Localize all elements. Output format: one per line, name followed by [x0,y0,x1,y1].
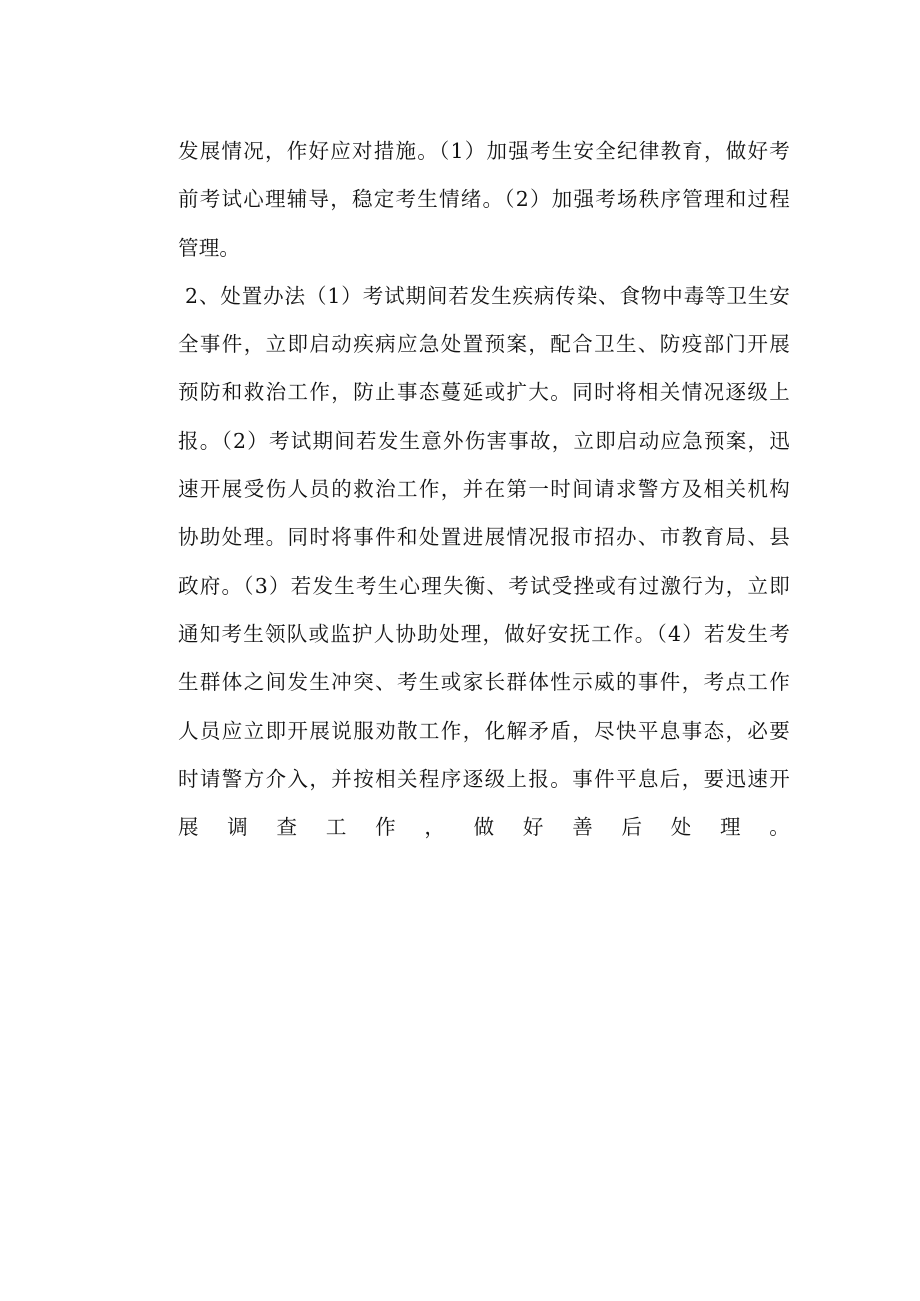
text-line: 报。（2）考试期间若发生意外伤害事故，立即启动应急预案，迅 [178,428,790,453]
text-line: 生群体之间发生冲突、考生或家长群体性示威的事件，考点工作 [178,670,790,695]
text-line [178,851,790,899]
text-line: 管理。 [178,235,241,260]
text-line: 协助处理。同时将事件和处置进展情况报市招办、市教育局、县 [178,525,790,550]
text-line: 前考试心理辅导，稳定考生情绪。（2）加强考场秩序管理和过程 [178,187,790,212]
document-body [178,127,790,900]
text-line: 预防和救治工作，防止事态蔓延或扩大。同时将相关情况逐级上 [178,380,790,405]
text-line: 通知考生领队或监护人协助处理，做好安抚工作。（4）若发生考 [178,621,790,646]
text-line: 人员应立即开展说服劝散工作，化解矛盾，尽快平息事态，必要 [178,718,790,743]
paragraph-2 [178,272,790,900]
paragraph-1 [178,127,790,272]
text-line: 速开展受伤人员的救治工作，并在第一时间请求警方及相关机构 [178,477,790,502]
text-line: 2、处置办法（1）考试期间若发生疾病传染、食物中毒等卫生安 [185,283,790,308]
text-line: 发展情况，作好应对措施。（1）加强考生安全纪律教育，做好考 [178,139,790,163]
text-line: 全事件，立即启动疾病应急处置预案，配合卫生、防疫部门开展 [178,332,790,357]
text-line: 时请警方介入，并按相关程序逐级上报。事件平息后，要迅速开 [178,766,790,791]
text-line: 政府。（3）若发生考生心理失衡、考试受挫或有过激行为，立即 [178,573,790,598]
text-line: 展调查工作，做好善后处理。 [178,815,790,840]
